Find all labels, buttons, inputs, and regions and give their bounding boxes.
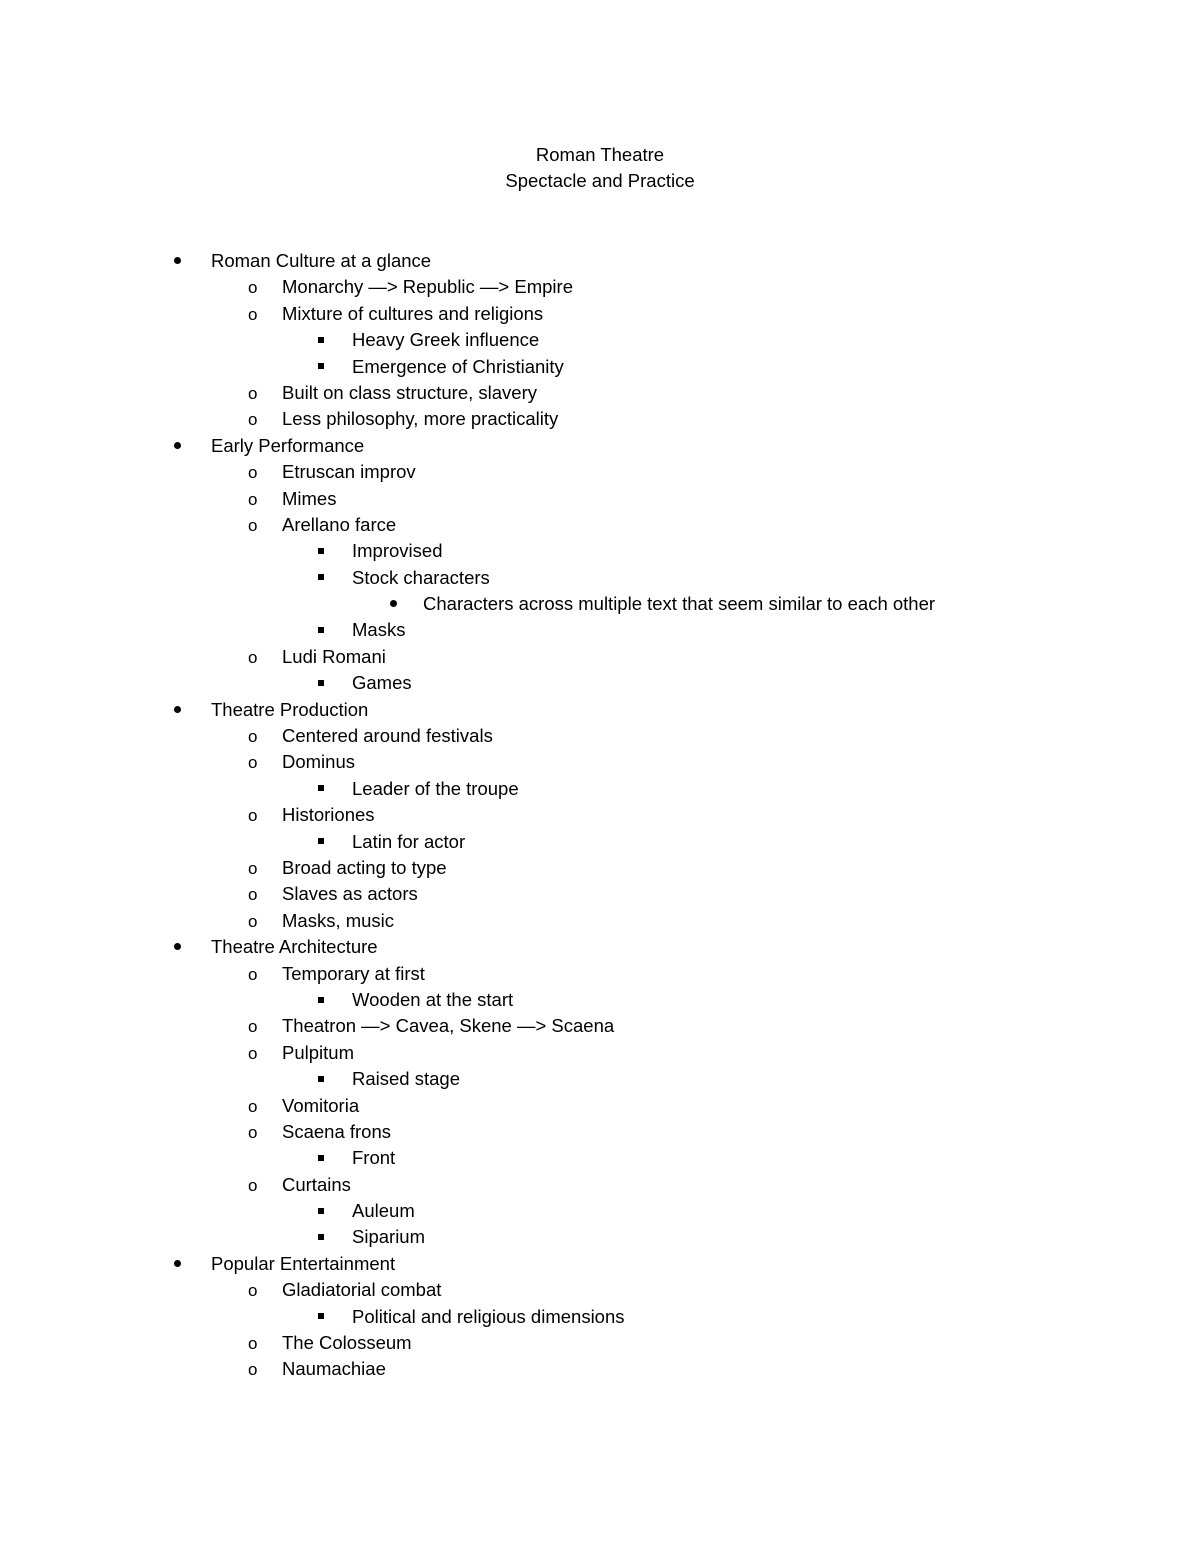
outline-item-text: Dominus xyxy=(282,751,355,773)
bullet-circle-icon: o xyxy=(248,1043,258,1063)
outline-item-text: Theatre Architecture xyxy=(211,936,378,958)
outline-item-text: Temporary at first xyxy=(282,962,425,984)
outline-item-text: Masks, music xyxy=(282,909,395,931)
outline-item-text: Historiones xyxy=(282,804,375,826)
outline-item-text: Leader of the troupe xyxy=(352,777,519,799)
bullet-dot-icon xyxy=(390,591,397,617)
outline-item-level-2 xyxy=(0,459,1200,485)
bullet-circle-icon: o xyxy=(248,964,258,984)
outline-item-text: Games xyxy=(352,672,412,694)
bullet-dot-icon xyxy=(174,248,181,274)
outline-item-text: Theatron —> Cavea, Skene —> Scaena xyxy=(282,1015,615,1037)
bullet-dot-icon xyxy=(174,934,181,960)
bullet-dot-icon xyxy=(174,433,181,459)
outline-item-text: Popular Entertainment xyxy=(211,1252,396,1274)
outline-item-level-2 xyxy=(0,274,1200,300)
bullet-circle-icon: o xyxy=(248,410,258,430)
outline-item-text: Etruscan improv xyxy=(282,461,416,483)
outline-item-text: Heavy Greek influence xyxy=(352,329,540,351)
outline-item-level-2 xyxy=(0,512,1200,538)
bullet-circle-icon: o xyxy=(248,489,258,509)
outline-item-text: Scaena frons xyxy=(282,1120,392,1142)
outline-item-level-2 xyxy=(0,380,1200,406)
outline-item-level-2 xyxy=(0,1172,1200,1198)
bullet-circle-icon: o xyxy=(248,647,258,667)
outline-item-level-3 xyxy=(0,617,1200,643)
outline-item-text: Pulpitum xyxy=(282,1041,354,1063)
outline-item-level-3 xyxy=(0,538,1200,564)
outline-item-level-3 xyxy=(0,354,1200,380)
outline-item-text: Early Performance xyxy=(211,434,365,456)
outline-item-level-2 xyxy=(0,1277,1200,1303)
bullet-circle-icon: o xyxy=(248,753,258,773)
outline-item-text: Front xyxy=(352,1147,396,1169)
bullet-circle-icon: o xyxy=(248,806,258,826)
bullet-square-icon xyxy=(318,354,324,380)
outline-item-level-2 xyxy=(0,881,1200,907)
outline-item-level-1 xyxy=(0,1251,1200,1277)
outline-item-level-2 xyxy=(0,855,1200,881)
bullet-square-icon xyxy=(318,1145,324,1171)
outline-item-text: Latin for actor xyxy=(352,830,466,852)
outline-item-text: Broad acting to type xyxy=(282,856,447,878)
title-block xyxy=(0,142,1200,194)
outline-item-text: Slaves as actors xyxy=(282,883,418,905)
outline-item-text: Wooden at the start xyxy=(352,988,514,1010)
outline-item-level-2 xyxy=(0,406,1200,432)
outline-item-level-3 xyxy=(0,1066,1200,1092)
outline-item-text: Mimes xyxy=(282,487,337,509)
outline-item-level-3 xyxy=(0,829,1200,855)
bullet-circle-icon: o xyxy=(248,463,258,483)
outline-item-level-3 xyxy=(0,565,1200,591)
outline-item-level-3 xyxy=(0,987,1200,1013)
outline-item-level-1 xyxy=(0,934,1200,960)
bullet-square-icon xyxy=(318,987,324,1013)
outline-item-level-2 xyxy=(0,723,1200,749)
bullet-circle-icon: o xyxy=(248,1122,258,1142)
outline-item-level-1 xyxy=(0,248,1200,274)
outline-item-text: Roman Culture at a glance xyxy=(211,250,432,271)
bullet-square-icon xyxy=(318,565,324,591)
outline-item-text: Raised stage xyxy=(352,1068,460,1090)
outline-item-level-4 xyxy=(0,591,1200,617)
outline-item-text: Monarchy —> Republic —> Empire xyxy=(282,276,573,298)
outline-item-text: Emergence of Christianity xyxy=(352,355,564,377)
bullet-square-icon xyxy=(318,1304,324,1330)
outline-item-level-2 xyxy=(0,486,1200,512)
outline-item-level-1 xyxy=(0,697,1200,723)
bullet-square-icon xyxy=(318,327,324,353)
outline-item-level-2 xyxy=(0,961,1200,987)
outline-item-text: Curtains xyxy=(282,1173,351,1195)
outline-item-text: Theatre Production xyxy=(211,698,369,720)
outline-item-text: The Colosseum xyxy=(282,1332,412,1354)
outline-item-text: Masks xyxy=(352,619,406,641)
outline-item-text: Improvised xyxy=(352,540,443,562)
bullet-circle-icon: o xyxy=(248,1334,258,1354)
outline-item-level-1 xyxy=(0,433,1200,459)
bullet-circle-icon: o xyxy=(248,278,258,298)
outline-item-text: Stock characters xyxy=(352,566,490,588)
outline-item-text: Characters across multiple text that seem similar to each other xyxy=(423,593,936,615)
bullet-square-icon xyxy=(318,1066,324,1092)
outline-item-text: Political and religious dimensions xyxy=(352,1305,625,1327)
outline-item-level-2 xyxy=(0,802,1200,828)
outline-item-level-3 xyxy=(0,1145,1200,1171)
bullet-circle-icon: o xyxy=(248,858,258,878)
outline-item-level-2 xyxy=(0,1356,1200,1382)
outline-item-level-2 xyxy=(0,749,1200,775)
bullet-circle-icon: o xyxy=(248,383,258,403)
outline-item-text: Mixture of cultures and religions xyxy=(282,302,544,324)
bullet-square-icon xyxy=(318,670,324,696)
bullet-circle-icon: o xyxy=(248,1360,258,1380)
outline-item-text: Naumachiae xyxy=(282,1358,386,1380)
bullet-circle-icon: o xyxy=(248,304,258,324)
bullet-square-icon xyxy=(318,829,324,855)
document-subtitle: Spectacle and Practice xyxy=(505,170,695,191)
outline-item-level-3 xyxy=(0,1198,1200,1224)
outline-item-text: Less philosophy, more practicality xyxy=(282,408,559,430)
outline-item-text: Auleum xyxy=(352,1200,415,1222)
document-title: Roman Theatre xyxy=(535,144,665,165)
outline-item-level-2 xyxy=(0,301,1200,327)
outline-item-level-3 xyxy=(0,1304,1200,1330)
outline-item-text: Gladiatorial combat xyxy=(282,1279,442,1301)
bullet-square-icon xyxy=(318,776,324,802)
bullet-circle-icon: o xyxy=(248,885,258,905)
outline-item-text: Siparium xyxy=(352,1226,425,1248)
outline-item-text: Vomitoria xyxy=(282,1094,360,1116)
bullet-square-icon xyxy=(318,617,324,643)
outline-item-level-2 xyxy=(0,644,1200,670)
outline-item-text: Centered around festivals xyxy=(282,725,493,747)
outline-list xyxy=(0,248,1200,1383)
outline-item-level-3 xyxy=(0,776,1200,802)
bullet-circle-icon: o xyxy=(248,911,258,931)
bullet-square-icon xyxy=(318,1224,324,1250)
outline-item-level-2 xyxy=(0,1093,1200,1119)
outline-item-level-2 xyxy=(0,908,1200,934)
bullet-circle-icon: o xyxy=(248,515,258,535)
outline-item-text: Built on class structure, slavery xyxy=(282,381,537,403)
outline-item-text: Arellano farce xyxy=(282,513,397,535)
outline-item-level-2 xyxy=(0,1119,1200,1145)
outline-item-text: Ludi Romani xyxy=(282,645,386,667)
outline-item-level-3 xyxy=(0,327,1200,353)
bullet-circle-icon: o xyxy=(248,1281,258,1301)
outline-item-level-2 xyxy=(0,1330,1200,1356)
bullet-square-icon xyxy=(318,538,324,564)
bullet-dot-icon xyxy=(174,1251,181,1277)
outline-item-level-2 xyxy=(0,1013,1200,1039)
bullet-dot-icon xyxy=(174,697,181,723)
outline-item-level-3 xyxy=(0,1224,1200,1250)
bullet-circle-icon: o xyxy=(248,727,258,747)
bullet-circle-icon: o xyxy=(248,1096,258,1116)
outline-item-level-2 xyxy=(0,1040,1200,1066)
bullet-circle-icon: o xyxy=(248,1175,258,1195)
outline-item-level-3 xyxy=(0,670,1200,696)
bullet-circle-icon: o xyxy=(248,1017,258,1037)
bullet-square-icon xyxy=(318,1198,324,1224)
